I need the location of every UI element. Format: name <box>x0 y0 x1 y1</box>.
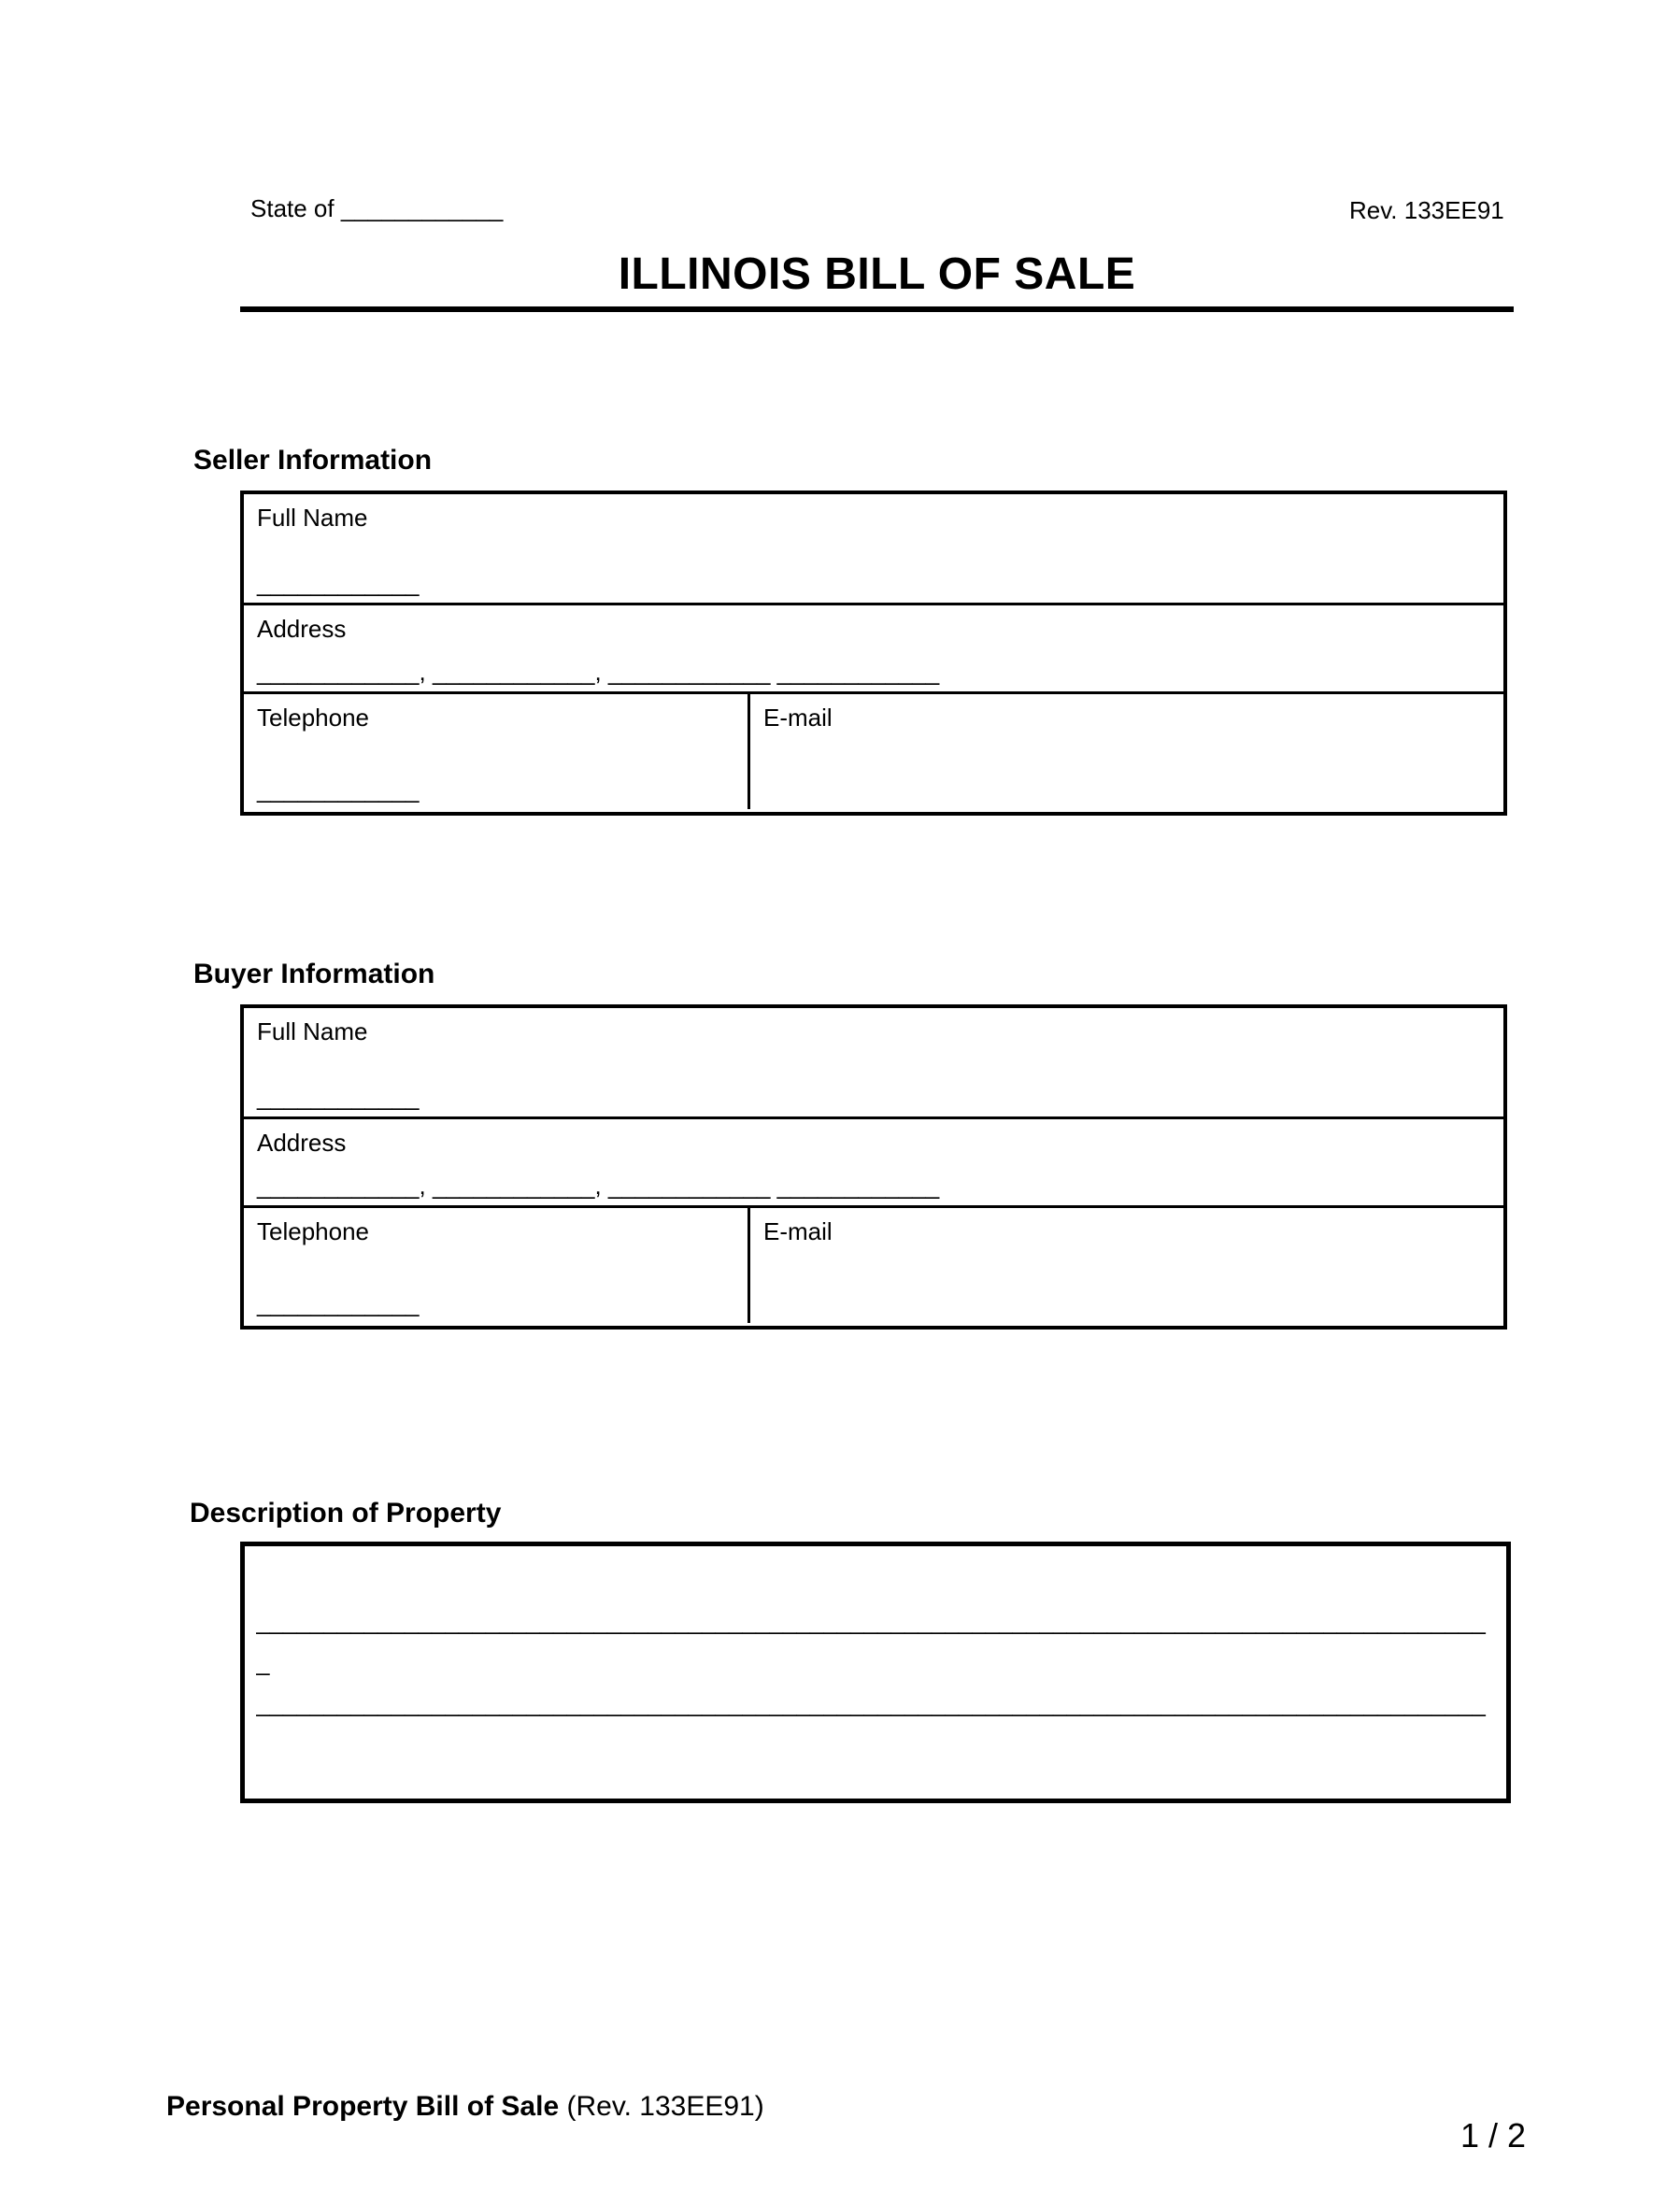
description-box <box>240 1542 1511 1803</box>
buyer-address-label: Address <box>257 1129 347 1157</box>
state-of-label: State of <box>250 194 335 222</box>
page-title: ILLINOIS BILL OF SALE <box>618 249 1136 299</box>
title-rule <box>240 306 1514 312</box>
seller-telephone-label: Telephone <box>257 704 369 732</box>
footer-title-bold: Personal Property Bill of Sale <box>166 2091 560 2122</box>
description-blank-line-1: ___________________________________________________________________________________________ <box>256 1607 1486 1635</box>
seller-telephone-blank: ____________ <box>257 775 420 803</box>
state-of-blank: ____________ <box>340 194 504 222</box>
buyer-section-heading: Buyer Information <box>193 959 435 989</box>
state-of-line <box>250 196 503 220</box>
seller-contact-row <box>244 694 1503 809</box>
description-section-heading: Description of Property <box>190 1498 502 1529</box>
buyer-telephone-cell <box>244 1208 750 1323</box>
buyer-contact-row <box>244 1208 1503 1323</box>
seller-full-name-cell <box>244 494 1503 605</box>
buyer-info-table <box>240 1004 1507 1330</box>
seller-section-heading: Seller Information <box>193 445 433 476</box>
seller-info-table <box>240 491 1507 816</box>
buyer-email-cell <box>750 1208 1503 1323</box>
buyer-telephone-blank: ____________ <box>257 1289 420 1317</box>
description-blank-line-2: _ <box>256 1648 270 1676</box>
revision-label: Rev. 133EE91 <box>1349 196 1504 224</box>
buyer-address-blank: ____________, ____________, ____________ ____________ <box>257 1172 940 1200</box>
seller-telephone-cell <box>244 694 750 809</box>
seller-full-name-blank: ____________ <box>257 569 420 597</box>
seller-full-name-label: Full Name <box>257 504 368 532</box>
seller-address-label: Address <box>257 615 347 643</box>
buyer-address-cell <box>244 1119 1503 1208</box>
seller-address-blank: ____________, ____________, ____________ ____________ <box>257 658 940 686</box>
footer-title-revision: (Rev. 133EE91) <box>559 2091 764 2122</box>
buyer-telephone-label: Telephone <box>257 1217 369 1245</box>
seller-email-label: E-mail <box>763 704 833 732</box>
seller-email-cell <box>750 694 1503 809</box>
seller-address-cell <box>244 605 1503 694</box>
buyer-full-name-label: Full Name <box>257 1017 368 1045</box>
buyer-full-name-blank: ____________ <box>257 1083 420 1111</box>
description-blank-line-3: ___________________________________________________________________________________________ <box>256 1689 1486 1717</box>
footer-document-title <box>166 2093 764 2121</box>
buyer-full-name-cell <box>244 1008 1503 1119</box>
buyer-email-label: E-mail <box>763 1217 833 1245</box>
page-number: 1 / 2 <box>1460 2116 1527 2154</box>
